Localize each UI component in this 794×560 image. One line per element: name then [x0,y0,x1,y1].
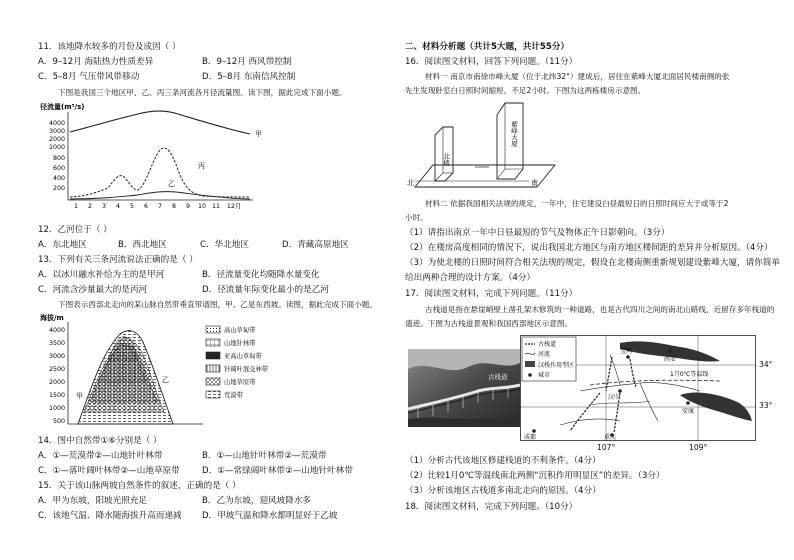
legend-6: 荒漠带 [224,392,243,399]
series-bing [70,148,250,197]
label-zifeng-tower: 紫峰大厦 [510,121,518,147]
label-north-building: 北楼 [442,153,450,166]
mountain-ylabel: 海拔/m [40,314,64,322]
q11-option-b: B．9–12月 西风带控制 [202,57,292,67]
label-south: 南 [531,179,538,187]
slope-yi: 乙 [162,376,169,384]
q16-material2-line2: 小时。 [405,213,428,222]
map-city-chongqing: 重庆 [604,434,617,441]
label-jia: 甲 [255,130,262,138]
map-isotherm-label: 1月0℃等温线 [670,371,709,378]
mountain-zonation-chart [38,312,298,430]
runoff-chart [38,100,288,218]
label-yi: 乙 [168,180,175,188]
mtick-4000: 4000 [48,327,65,334]
q12-option-c: C．华北地区 [200,240,249,250]
xtick-11: 11 [211,203,221,210]
legend-2: 山地针林带 [224,340,256,347]
legend-5: 山地草原带 [224,379,256,386]
q11-option-c: C．5–8月 气压带风带移动 [38,72,140,82]
mtick-1000: 1000 [48,405,65,412]
label-north: 北 [407,179,414,187]
mtick-2000: 2000 [48,379,65,386]
ytick-4000: 4000 [48,120,65,127]
map-city-hanzhong: 汉中 [608,394,621,401]
ytick-600: 600 [52,165,65,172]
q12-option-b: B．西北地区 [118,240,167,250]
xtick-4: 4 [115,203,121,210]
q16-sub3-line2: 给出两种合理的设计方案。（4分） [405,273,536,283]
q13-option-b: B．径流量变化均随降水量变化 [202,270,320,280]
runoff-chart-ylabel: 径流量(m³/s) [40,103,85,111]
q17-intro-line1: 古栈道是指在悬崖峭壁上凿孔架木修筑的一种道路，也是古代四川之间的南北山路线，近留存多年栈道的 [425,305,775,314]
xtick-10: 10 [197,203,207,210]
q13-option-a: A．以冰川融水补给为主的是甲河 [38,270,165,280]
ytick-2000: 2000 [48,136,65,143]
q15-stem: 15．关于该山脉两坡自然条件的叙述，正确的是（ ） [38,481,241,491]
xtick-5: 5 [129,203,135,210]
q15-option-b: B．乙为东坡，迎风坡降水多 [202,496,312,506]
intro-runoff-chart: 下图是我国三个地区甲、乙、丙三条河流各月径流量图。读下图，据此完成下面小题。 [58,88,347,97]
q17-sub3: （3）分析该地区古栈道多南北走向的原因。（4分） [405,486,601,496]
label-bing: 丙 [198,162,205,170]
mtick-3500: 3500 [48,340,65,347]
q12-option-d: D．青藏高原地区 [282,240,349,250]
map-legend-plank: 古栈道 [538,341,557,348]
building-diagram [405,95,565,193]
q15-option-c: C．该地气温、降水随海拔升高而递减 [38,511,182,521]
q14-option-a: A．①—荒漠带②—山地针叶林带 [38,451,163,461]
q14-stem: 14．图中自然带①⑥分别是（ ） [38,436,162,446]
xtick-6: 6 [143,203,149,210]
q16-stem: 16．阅读图文材料，回答下列问题。（11分） [405,57,578,67]
q14-option-c: C．①—落叶阔叶林带②—山地草原带 [38,466,180,476]
q14-option-d: D．①—常绿阔叶林带②—山地针叶林带 [202,466,353,476]
q11-option-a: A．9–12月 海陆热力性质差异 [38,57,154,67]
mtick-2500: 2500 [48,366,65,373]
xtick-12: 12月 [226,203,242,210]
q14-option-b: B．①—山地针叶林带②—荒漠带 [202,451,327,461]
map-city-chengdu: 成都 [524,434,537,441]
q16-sub3-line1: （3）为使北楼的日照时间符合相关法规的规定，假设在北楼南侧重新规划建设紫峰大厦，请你简单 [405,258,781,268]
q13-stem: 13．下列有关三条河流说法正确的是（ ） [38,255,198,265]
q12-stem: 12．乙河位于（ ） [38,225,112,235]
mtick-500: 500 [52,418,65,425]
q16-material1-line2: 先生发现卧室白日照时间缩短，不足2小时。下图为这两栋楼房示意图。 [405,86,646,95]
map-legend-city: 城市 [538,372,551,379]
map-lat-34: 34° [759,360,773,369]
xtick-1: 1 [73,203,79,210]
ytick-200: 200 [52,185,65,192]
series-jia [70,111,250,134]
q16-material1-line1: 材料一 南京市南徐市峰大厦（位于北纬32°）建成后，居住在紫峰大厦北面居民楼南侧的张 [425,72,730,81]
q12-option-a: A．东北地区 [38,240,87,250]
xtick-8: 8 [171,203,177,210]
q16-sub1: （1）请指出南京一年中日昼最短的节气及物体正午日影朝向。（3分） [405,228,670,238]
intro-mountain: 下图表示西部北走向的某山脉自然带垂直带谱图，甲、乙是东西坡。读图，据此完成下面小题。 [58,300,377,309]
series-yi [70,192,250,199]
q16-sub2: （2）在楼房高度相同的情况下，说出我国北方地区与南方地区楼间距的差异并分析原因。（4分） [405,243,773,253]
plank-road-photo [408,349,520,427]
map-legend-sediment: 汉栈作用型区 [538,362,575,369]
mtick-3000: 3000 [48,353,65,360]
map-legend-river: 河流 [538,351,551,358]
xtick-9: 9 [185,203,191,210]
q16-material2-line1: 材料二 依据我国相关法规的规定，一年中，住宅建设白昼最短日的日照时间应大于或等于2 [425,199,729,208]
ytick-400: 400 [52,175,65,182]
map-lat-33: 33° [759,401,773,410]
ytick-3000: 3000 [48,128,65,135]
q17-sub1: （1）分析古代该地区修建栈道的不利条件。（4分） [405,456,601,466]
photo-label: 古栈道 [488,373,508,381]
map-lon-109: 109° [689,443,708,452]
xtick-2: 2 [87,203,93,210]
section-title: 二、材料分析题（共计5大题，共计55分） [405,42,570,52]
region-map [520,335,756,441]
q15-option-d: D．甲坡气温和降水都明显好于乙坡 [202,511,338,521]
q18-stem: 18．阅读图文材料，完成下列问题。（10分） [405,502,578,512]
legend-3: 亚高山草甸带 [224,353,262,360]
map-city-xian: 西安 [664,356,677,363]
legend-1: 高山草甸带 [224,327,256,334]
q17-sub2: （2）比较1月0℃等温线南北两侧“沉积作用明显区”的差异。（3分） [405,471,665,481]
xtick-7: 7 [157,203,163,210]
q17-stem: 17．阅读图文材料，完成下列问题。（11分） [405,289,578,299]
legend-4: 针阔叶混交林带 [224,366,269,373]
ytick-800: 800 [52,155,65,162]
q11-stem: 11．该地降水较多的月份及成因（ ） [38,42,181,52]
xtick-3: 3 [101,203,107,210]
q15-option-a: A．甲为东坡，阳坡光照充足 [38,496,148,506]
ytick-1000: 1000 [48,144,65,151]
q11-option-d: D．5–8月 东南信风控制 [202,72,296,82]
map-city-baoji: 宝鸡 [620,348,633,355]
mtick-1500: 1500 [48,392,65,399]
q17-intro-line2: 遗迹。下图为古栈道景观和我国西部地区示意图。 [405,319,573,328]
map-lon-107: 107° [597,443,616,452]
slope-jia: 甲 [76,392,83,400]
q13-option-c: C．河流含沙量最大的是丙河 [38,285,148,295]
q13-option-d: D．径流量年际变化最小的是乙河 [202,285,329,295]
map-city-ankang: 安康 [682,408,695,415]
